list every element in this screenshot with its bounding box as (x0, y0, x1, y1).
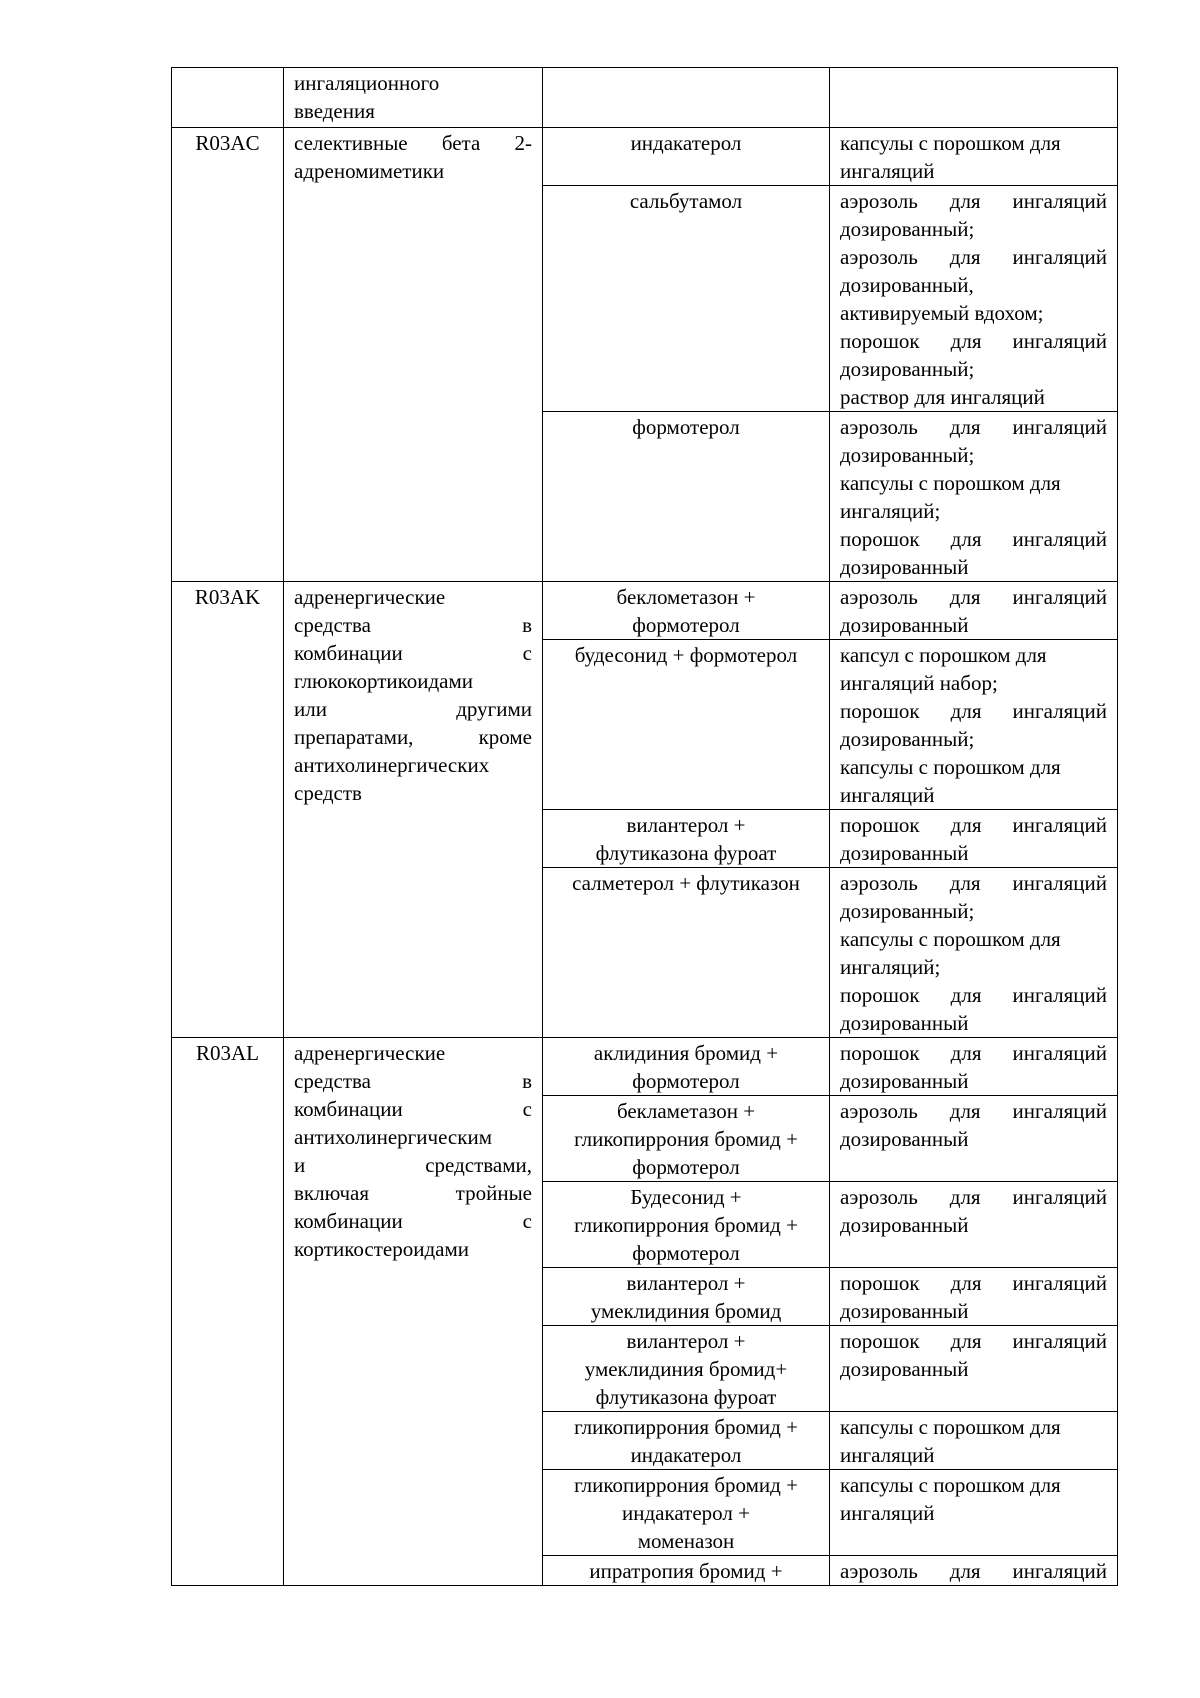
dosage-form-line: капсулы с порошком для (840, 131, 1061, 155)
drug-name-line: будесонид + формотерол (574, 643, 798, 667)
atc-code: R03AK (194, 585, 261, 609)
dosage-form-line: дозированный; (840, 217, 975, 241)
dosage-form-line: дозированный; (840, 443, 975, 467)
atc-group-cell (284, 68, 543, 128)
dosage-form-line: дозированный, (840, 273, 974, 297)
drug-name-line: салметерол + флутиказон (572, 871, 800, 895)
dosage-form-line: порошок для ингаляций (840, 1271, 1107, 1295)
dosage-form-cell (830, 1268, 1118, 1326)
dosage-form-line: активируемый вдохом; (840, 301, 1044, 325)
drug-name-cell (543, 1470, 830, 1556)
dosage-form-line: капсулы с порошком для (840, 1473, 1061, 1497)
dosage-form-line: дозированный (840, 1069, 969, 1093)
dosage-form-line: капсулы с порошком для (840, 471, 1061, 495)
drug-classification-table (171, 67, 1118, 1586)
drug-name-cell (543, 68, 830, 128)
drug-name-line: гликопиррония бромид + (574, 1473, 798, 1497)
dosage-form-line: дозированный (840, 1127, 969, 1151)
atc-group-line: средства в (294, 1069, 532, 1093)
drug-name-line: формотерол (632, 1241, 740, 1265)
drug-name-cell (543, 1182, 830, 1268)
atc-group-line: глюкокортикоидами (294, 669, 474, 693)
dosage-form-line: дозированный (840, 613, 969, 637)
atc-group-line: адренергические (294, 1041, 446, 1065)
atc-group-line: включая тройные (294, 1181, 532, 1205)
dosage-form-line: аэрозоль для ингаляций (840, 245, 1107, 269)
atc-group-line: препаратами, кроме (294, 725, 532, 749)
dosage-form-cell (830, 186, 1118, 412)
atc-group-line: и средствами, (294, 1153, 532, 1177)
dosage-form-line: капсулы с порошком для (840, 927, 1061, 951)
drug-name-line: гликопиррония бромид + (574, 1127, 798, 1151)
drug-name-line: индакатерол (630, 1443, 742, 1467)
dosage-form-line: дозированный (840, 1357, 969, 1381)
drug-name-line: флутиказона фуроат (595, 841, 777, 865)
atc-group-line: кортикостероидами (294, 1237, 470, 1261)
dosage-form-line: дозированный (840, 1213, 969, 1237)
dosage-form-cell (830, 68, 1118, 128)
dosage-form-line: порошок для ингаляций (840, 1041, 1107, 1065)
dosage-form-line: дозированный (840, 841, 969, 865)
atc-code-cell (172, 1038, 284, 1586)
dosage-form-line: порошок для ингаляций (840, 527, 1107, 551)
dosage-form-cell (830, 1096, 1118, 1182)
dosage-form-line: аэрозоль для ингаляций (840, 1559, 1107, 1583)
dosage-form-line: порошок для ингаляций (840, 1329, 1107, 1353)
dosage-form-line: аэрозоль для ингаляций (840, 189, 1107, 213)
atc-group-line: комбинации с (294, 641, 532, 665)
drug-name-line: гликопиррония бромид + (574, 1415, 798, 1439)
dosage-form-cell (830, 1556, 1118, 1586)
dosage-form-line: ингаляций; (840, 955, 941, 979)
atc-code-cell (172, 582, 284, 1038)
dosage-form-cell (830, 412, 1118, 582)
dosage-form-line: аэрозоль для ингаляций (840, 415, 1107, 439)
drug-name-line: флутиказона фуроат (595, 1385, 777, 1409)
drug-name-line: гликопиррония бромид + (574, 1213, 798, 1237)
drug-name-cell (543, 1556, 830, 1586)
drug-name-line: индакатерол (630, 131, 742, 155)
table-row (172, 582, 1118, 640)
drug-name-line: сальбутамол (629, 189, 743, 213)
atc-group-line: адреномиметики (294, 159, 445, 183)
dosage-form-line: дозированный; (840, 727, 975, 751)
atc-group-line: селективные бета 2- (294, 131, 532, 155)
drug-name-cell (543, 1038, 830, 1096)
dosage-form-line: ингаляций (840, 1443, 935, 1467)
drug-name-line: вилантерол + (626, 813, 746, 837)
drug-name-line: вилантерол + (626, 1271, 746, 1295)
atc-group-cell (284, 128, 543, 582)
atc-code-cell (172, 68, 284, 128)
atc-group-line: ингаляционного (294, 71, 440, 95)
atc-group-line: средства в (294, 613, 532, 637)
drug-name-line: моменазон (637, 1529, 735, 1553)
drug-name-line: вилантерол + (626, 1329, 746, 1353)
atc-code: R03AC (195, 131, 260, 155)
dosage-form-line: аэрозоль для ингаляций (840, 871, 1107, 895)
dosage-form-cell (830, 582, 1118, 640)
dosage-form-line: раствор для ингаляций (840, 385, 1045, 409)
dosage-form-line: ингаляций; (840, 499, 941, 523)
atc-group-line: введения (294, 99, 375, 123)
dosage-form-line: порошок для ингаляций (840, 329, 1107, 353)
dosage-form-cell (830, 640, 1118, 810)
atc-code-cell (172, 128, 284, 582)
dosage-form-line: дозированный; (840, 357, 975, 381)
atc-group-cell (284, 1038, 543, 1586)
atc-group-line: антихолинергических (294, 753, 490, 777)
atc-group-line: комбинации с (294, 1097, 532, 1121)
drug-name-cell (543, 128, 830, 186)
table-row (172, 128, 1118, 186)
drug-name-cell (543, 186, 830, 412)
dosage-form-line: ингаляций набор; (840, 671, 998, 695)
dosage-form-line: дозированный (840, 1299, 969, 1323)
dosage-form-line: капсулы с порошком для (840, 1415, 1061, 1439)
drug-name-line: ипратропия бромид + (589, 1559, 783, 1583)
dosage-form-line: порошок для ингаляций (840, 699, 1107, 723)
atc-group-line: комбинации с (294, 1209, 532, 1233)
dosage-form-line: порошок для ингаляций (840, 983, 1107, 1007)
drug-name-cell (543, 1326, 830, 1412)
drug-name-line: беклометазон + (616, 585, 756, 609)
drug-name-cell (543, 1096, 830, 1182)
drug-name-line: аклидиния бромид + (593, 1041, 779, 1065)
dosage-form-cell (830, 1326, 1118, 1412)
atc-code: R03AL (196, 1041, 259, 1065)
atc-group-line: средств (294, 781, 362, 805)
drug-name-line: умеклидиния бромид (590, 1299, 782, 1323)
dosage-form-line: дозированный (840, 1011, 969, 1035)
drug-name-cell (543, 640, 830, 810)
drug-name-cell (543, 1412, 830, 1470)
dosage-form-cell (830, 1182, 1118, 1268)
dosage-form-line: дозированный (840, 555, 969, 579)
drug-name-line: формотерол (632, 1155, 740, 1179)
dosage-form-cell (830, 810, 1118, 868)
drug-name-cell (543, 412, 830, 582)
dosage-form-line: аэрозоль для ингаляций (840, 1185, 1107, 1209)
drug-name-cell (543, 810, 830, 868)
atc-group-cell (284, 582, 543, 1038)
drug-name-line: бекламетазон + (616, 1099, 756, 1123)
atc-group-line: адренергические (294, 585, 446, 609)
atc-group-line: антихолинергическим (294, 1125, 492, 1149)
dosage-form-line: капсул с порошком для (840, 643, 1047, 667)
dosage-form-cell (830, 128, 1118, 186)
table-row (172, 1038, 1118, 1096)
dosage-form-line: порошок для ингаляций (840, 813, 1107, 837)
dosage-form-line: капсулы с порошком для (840, 755, 1061, 779)
dosage-form-line: аэрозоль для ингаляций (840, 1099, 1107, 1123)
dosage-form-line: ингаляций (840, 1501, 935, 1525)
dosage-form-line: дозированный; (840, 899, 975, 923)
dosage-form-cell (830, 868, 1118, 1038)
drug-name-line: формотерол (632, 1069, 740, 1093)
drug-name-line: Будесонид + (630, 1185, 742, 1209)
atc-group-line: или другими (294, 697, 532, 721)
dosage-form-cell (830, 1412, 1118, 1470)
dosage-form-line: ингаляций (840, 159, 935, 183)
dosage-form-cell (830, 1038, 1118, 1096)
drug-name-line: формотерол (632, 415, 740, 439)
drug-name-cell (543, 1268, 830, 1326)
drug-name-line: индакатерол + (622, 1501, 750, 1525)
dosage-form-cell (830, 1470, 1118, 1556)
drug-name-line: умеклидиния бромид+ (584, 1357, 788, 1381)
drug-name-cell (543, 868, 830, 1038)
dosage-form-line: ингаляций (840, 783, 935, 807)
table-row (172, 68, 1118, 128)
drug-name-cell (543, 582, 830, 640)
drug-name-line: формотерол (632, 613, 740, 637)
dosage-form-line: аэрозоль для ингаляций (840, 585, 1107, 609)
